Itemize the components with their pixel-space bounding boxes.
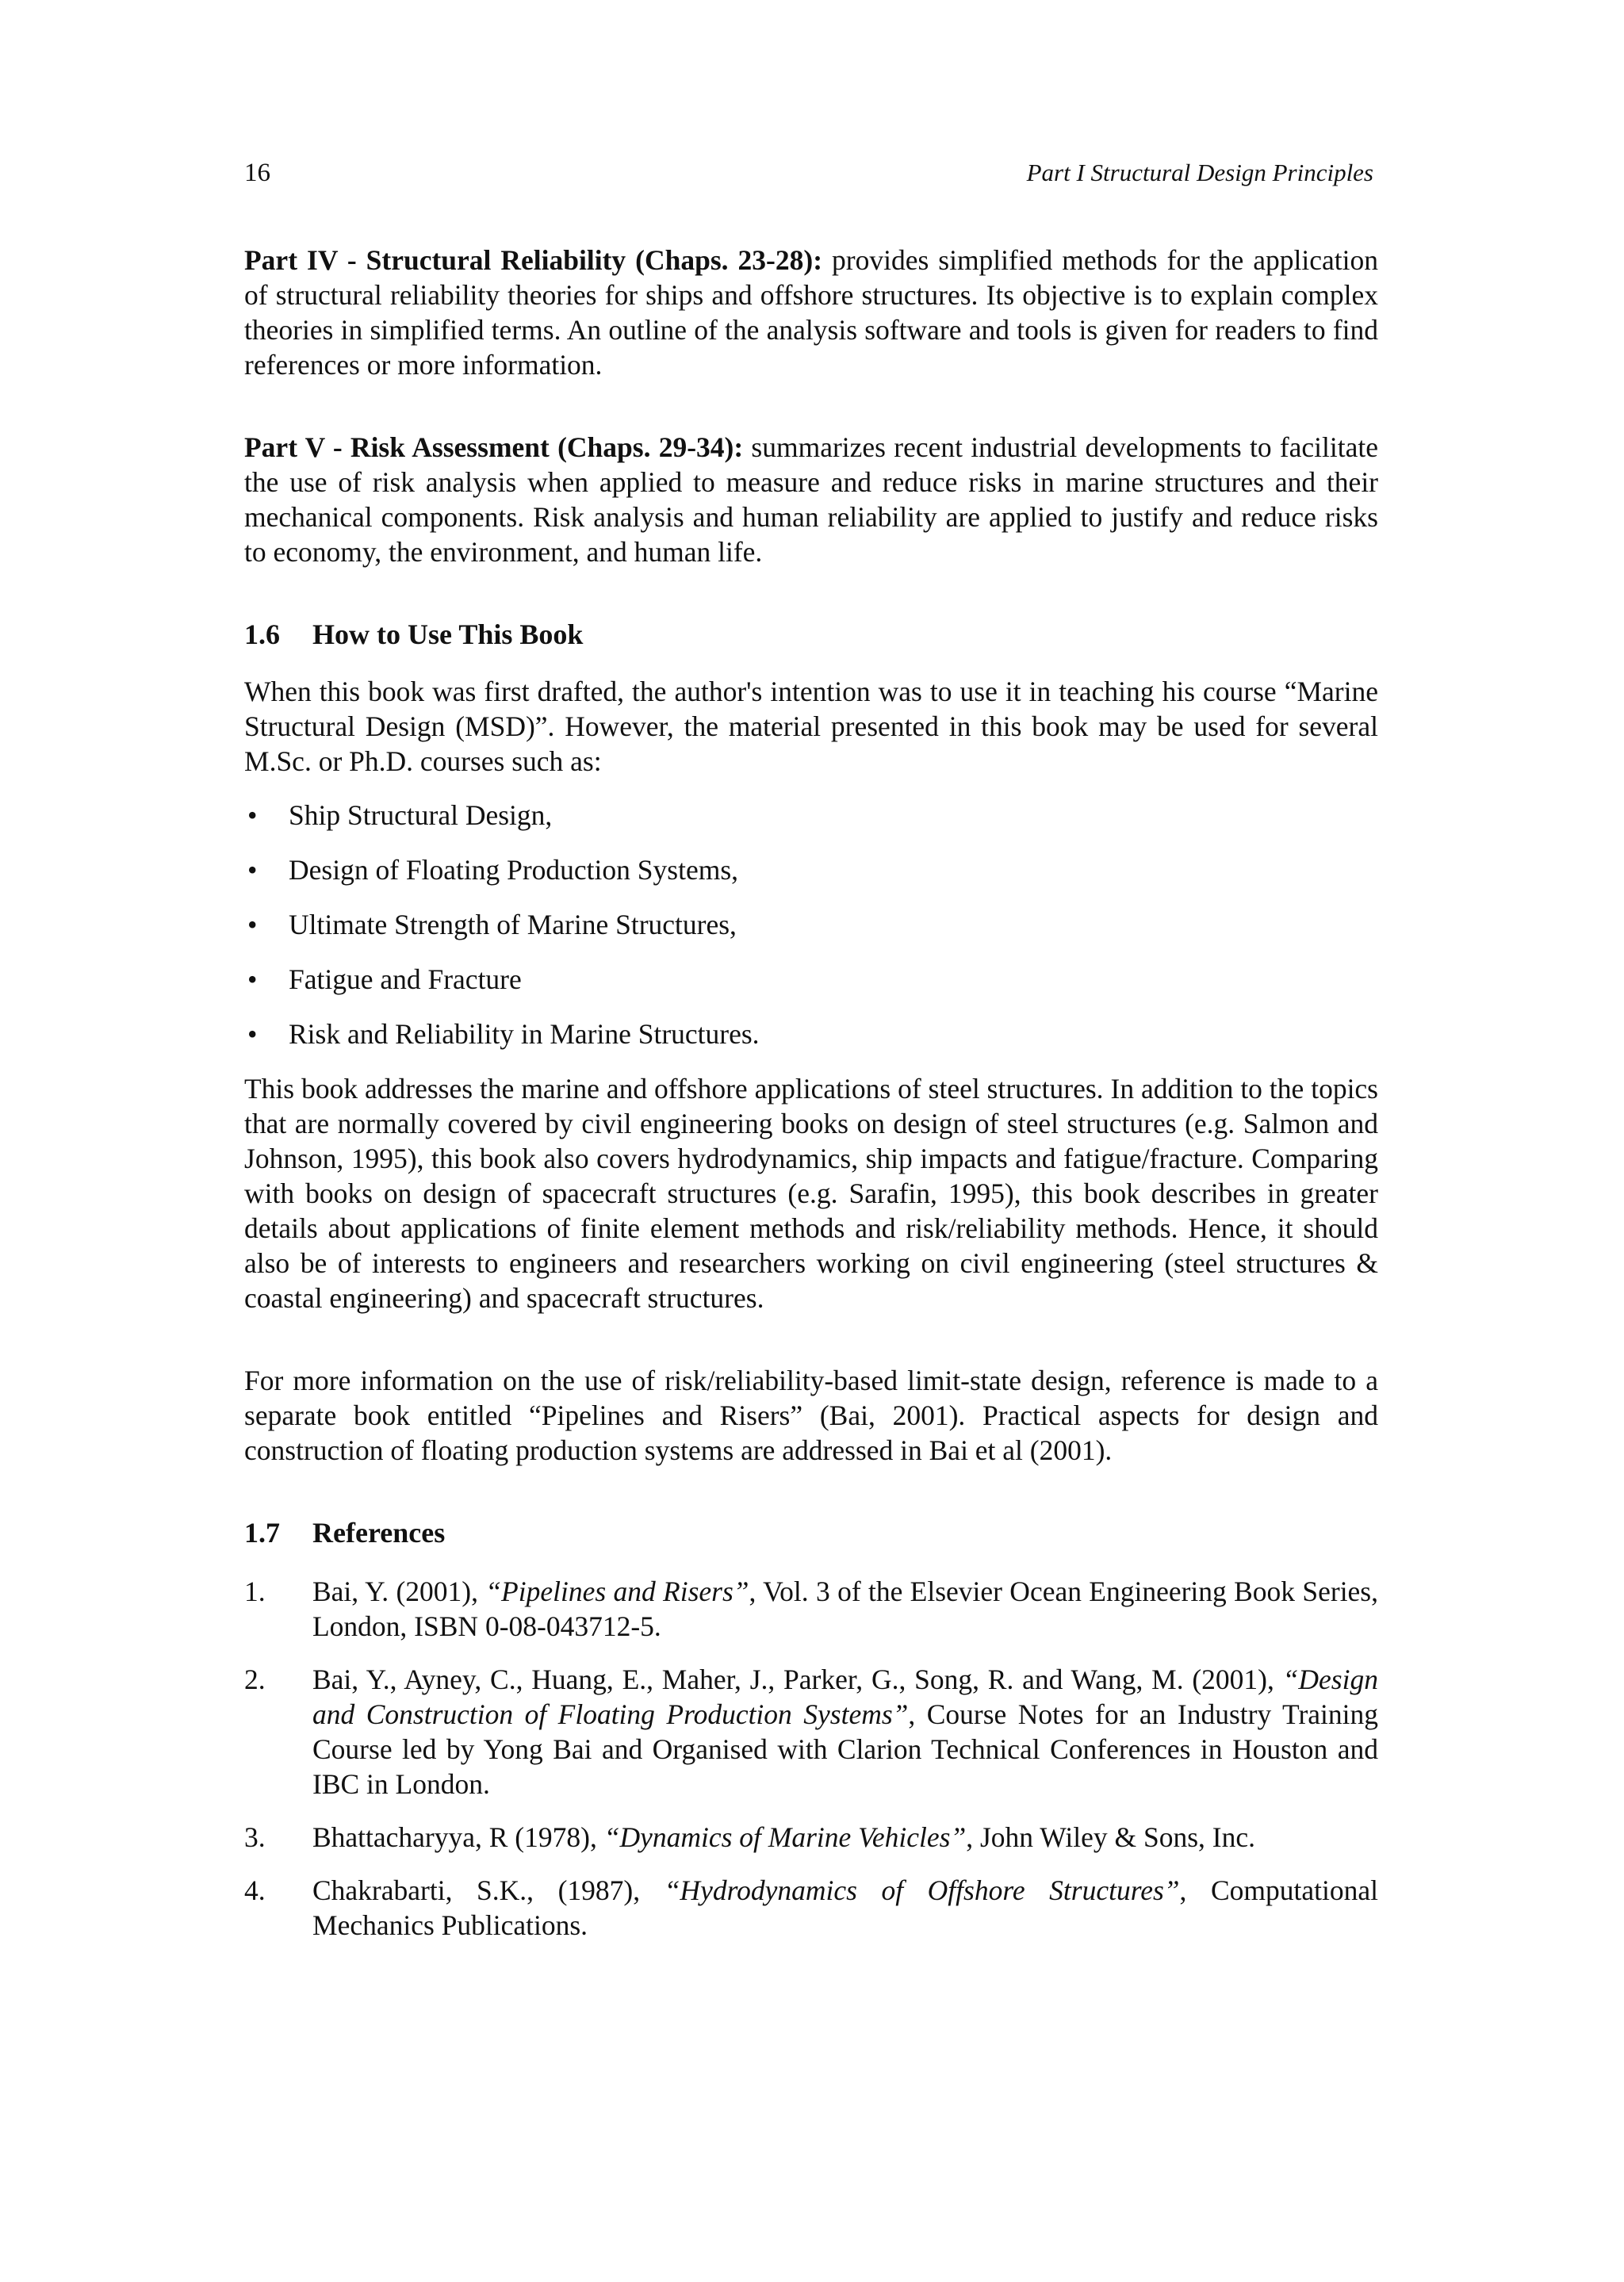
section-heading-1-7 (244, 1515, 1378, 1550)
list-item (244, 907, 1378, 942)
usage-intro-paragraph: When this book was first drafted, the author's intention was to use it in teaching his course “Marine Structural Design (MSD)”. However, the material presented in this book may be used for several M.Sc. or Ph.D. courses such as: (244, 676, 1378, 777)
part-v-text: summarizes recent industrial developments to facilitate the use of risk analysis when applied to measure and reduce risks in marine structures and their mechanical components. Risk analysis and human reliability are applied to justify and reduce risks to economy, the environment, and human life. (244, 431, 1378, 568)
reference-text: Chakrabarti, S.K., (1987), “Hydrodynamics of Offshore Structures”, Computational Mechanics Publications. (312, 1874, 1378, 1941)
part-v-paragraph (244, 430, 1378, 569)
reference-number: 1. (244, 1576, 266, 1607)
reference-number: 4. (244, 1874, 266, 1906)
reference-title: “Pipelines and Risers” (485, 1576, 749, 1607)
reference-title: “Hydrodynamics of Offshore Structures” (664, 1874, 1180, 1906)
list-item-text: Risk and Reliability in Marine Structures. (289, 1018, 760, 1050)
section-heading-1-6 (244, 617, 1378, 652)
reference-item (244, 1662, 1378, 1801)
list-item (244, 962, 1378, 997)
list-item (244, 1017, 1378, 1051)
scope-paragraph: This book addresses the marine and offshore applications of steel structures. In addition to the topics that are normally covered by civil engineering books on design of steel structures (e.g. Salmon and Johnson, 1995), this book also covers hydrodynamics, ship impacts and fatigue/fracture. Comparing with books on design of spacecraft structures (e.g. Sarafin, 1995), this book describes in greater details about applications of finite element methods and risk/reliability methods. Hence, it should also be of interests to engineers and researchers working on civil engineering (steel structures & coastal engineering) and spacecraft structures. (244, 1073, 1378, 1314)
bullet-icon: • (247, 1018, 258, 1050)
further-info-paragraph: For more information on the use of risk/reliability-based limit-state design, reference is made to a separate book entitled “Pipelines and Risers” (Bai, 2001). Practical aspects for design and construction of floating production systems are addressed in Bai et al (2001). (244, 1365, 1378, 1466)
bullet-icon: • (247, 854, 258, 886)
bullet-icon: • (247, 963, 258, 995)
list-item (244, 798, 1378, 833)
reference-text: Bai, Y., Ayney, C., Huang, E., Maher, J., Parker, G., Song, R. and Wang, M. (2001), “Design and Construction of Floating Production Systems”, Course Notes for an Industry Training Course led by Yong Bai and Organised with Clarion Technical Conferences in Houston and IBC in London. (312, 1664, 1379, 1800)
reference-item (244, 1820, 1378, 1855)
part-iv-text: provides simplified methods for the application of structural reliability theories for ships and offshore structures. Its objective is to explain complex theories in simplified terms. An outline of the analysis software and tools is given for readers to find references or more information. (244, 244, 1378, 381)
section-title: References (312, 1517, 446, 1549)
reference-item (244, 1873, 1378, 1943)
reference-number: 3. (244, 1821, 266, 1853)
running-header: Part I Structural Design Principles (1026, 159, 1373, 186)
page-number: 16 (244, 159, 270, 187)
page-body (244, 243, 1378, 1961)
section-number: 1.7 (244, 1517, 280, 1549)
bullet-icon: • (247, 799, 258, 831)
list-item-text: Ship Structural Design, (289, 799, 553, 831)
list-item (244, 852, 1378, 887)
part-iv-paragraph (244, 243, 1378, 382)
section-number: 1.6 (244, 618, 280, 650)
bullet-icon: • (247, 909, 258, 940)
reference-list (244, 1574, 1378, 1943)
reference-number: 2. (244, 1664, 266, 1695)
list-item-text: Design of Floating Production Systems, (289, 854, 739, 886)
reference-title: “Design and Construction of Floating Production Systems” (312, 1664, 1378, 1730)
section-title: How to Use This Book (312, 618, 584, 650)
reference-text: Bai, Y. (2001), “Pipelines and Risers”, Vol. 3 of the Elsevier Ocean Engineering Book Series, London, ISBN 0-08-043712-5. (312, 1576, 1378, 1642)
course-list (244, 798, 1378, 1051)
list-item-text: Fatigue and Fracture (289, 963, 522, 995)
reference-text: Bhattacharyya, R (1978), “Dynamics of Marine Vehicles”, John Wiley & Sons, Inc. (312, 1821, 1255, 1853)
reference-title: “Dynamics of Marine Vehicles” (603, 1821, 967, 1853)
reference-item (244, 1574, 1378, 1644)
part-iv-lead: Part IV - Structural Reliability (Chaps. 23-28): (244, 244, 823, 276)
part-v-lead: Part V - Risk Assessment (Chaps. 29-34): (244, 431, 744, 463)
list-item-text: Ultimate Strength of Marine Structures, (289, 909, 737, 940)
